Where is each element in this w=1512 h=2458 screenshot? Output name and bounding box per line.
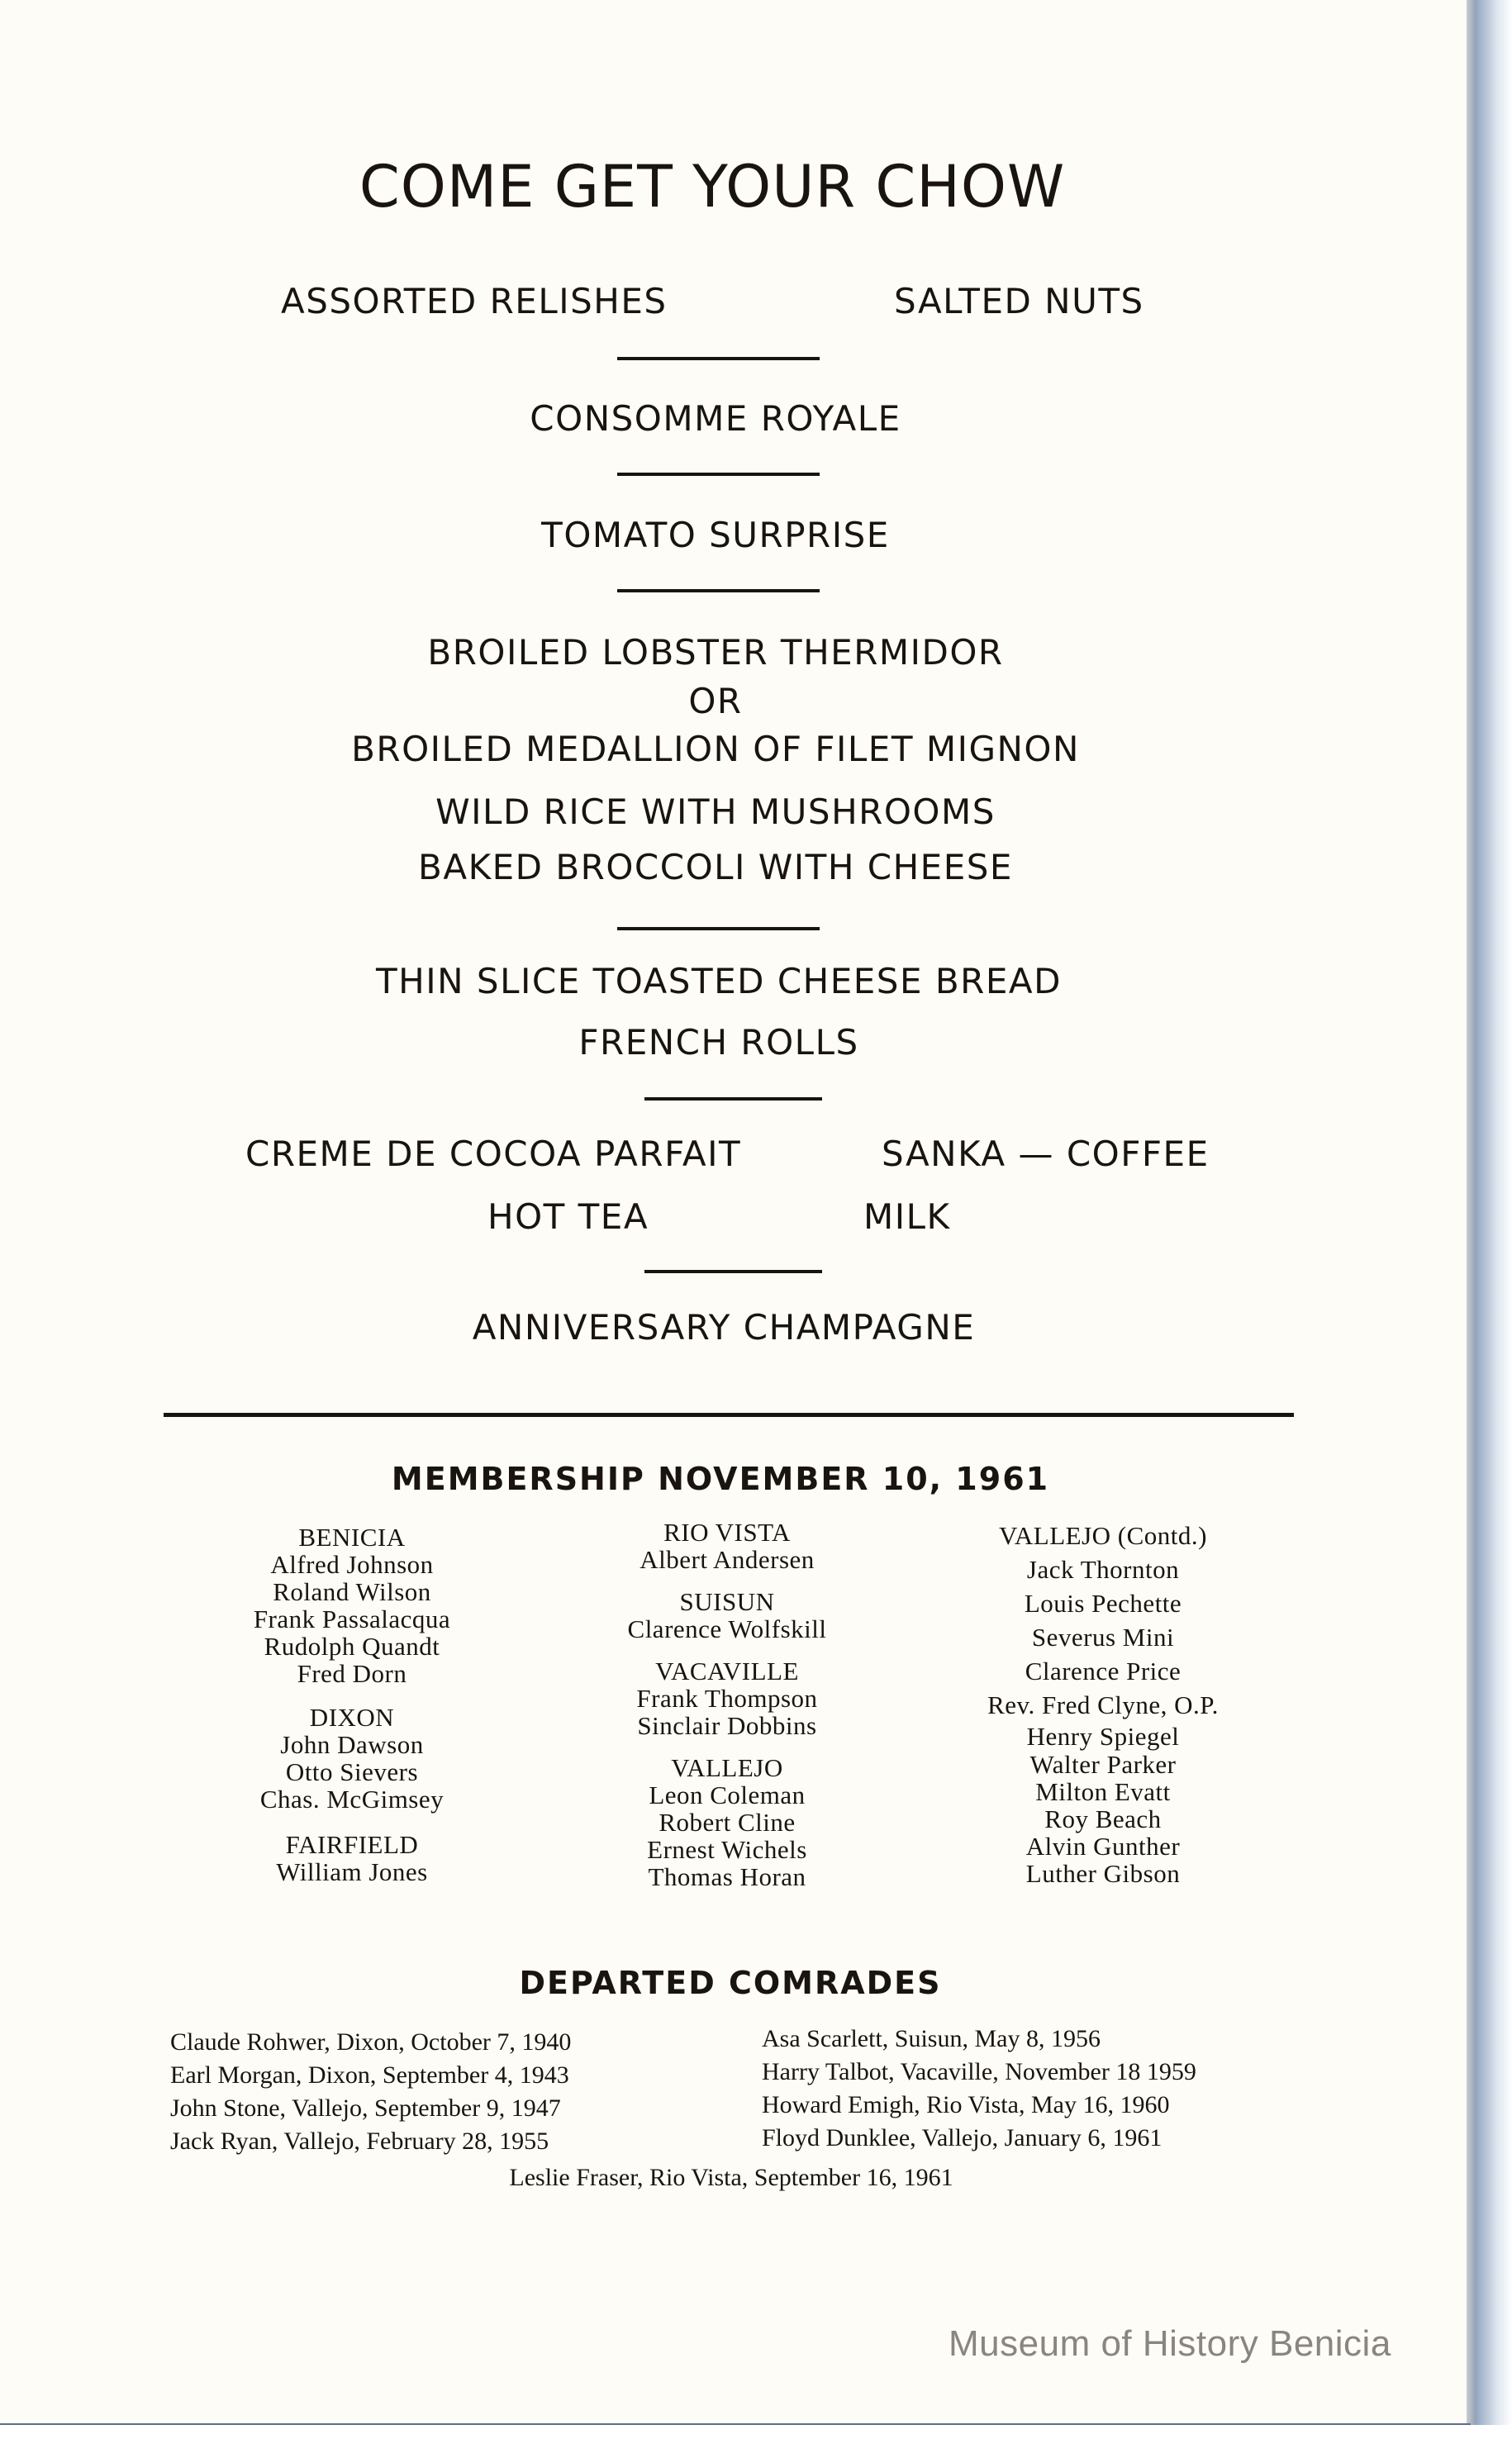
member-name: Clarence Price <box>1025 1657 1182 1685</box>
town-name: VALLEJO (Contd.) <box>999 1521 1207 1550</box>
member-name: Luther Gibson <box>1025 1859 1181 1888</box>
menu-item-entree-filet: BROILED MEDALLION OF FILET MIGNON <box>351 729 1080 769</box>
menu-item-rolls: FRENCH ROLLS <box>578 1022 859 1063</box>
menu-item-tea: HOT TEA <box>487 1196 649 1237</box>
member-name: Chas. McGimsey <box>259 1785 445 1814</box>
member-name: Severus Mini <box>1031 1623 1175 1652</box>
departed-entry: Earl Morgan, Dixon, September 4, 1943 <box>170 2061 569 2089</box>
member-name: Fred Dorn <box>297 1659 407 1688</box>
departed-entry: Harry Talbot, Vacaville, November 18 1959 <box>762 2058 1196 2085</box>
departed-entry: Claude Rohwer, Dixon, October 7, 1940 <box>170 2028 572 2056</box>
menu-item-side-rice: WILD RICE WITH MUSHROOMS <box>435 792 996 832</box>
menu-item-side-broccoli: BAKED BROCCOLI WITH CHEESE <box>418 847 1013 887</box>
member-name: Walter Parker <box>1029 1750 1177 1779</box>
menu-item-champagne: ANNIVERSARY CHAMPAGNE <box>472 1307 976 1348</box>
member-name: Jack Thornton <box>1026 1555 1180 1584</box>
departed-entry: Howard Emigh, Rio Vista, May 16, 1960 <box>762 2091 1170 2118</box>
town-name: VALLEJO <box>671 1753 783 1782</box>
member-name: Rudolph Quandt <box>264 1632 440 1661</box>
membership-column-1 <box>254 1524 450 1885</box>
course-divider <box>617 927 820 930</box>
menu-item-entree-lobster: BROILED LOBSTER THERMIDOR <box>427 632 1004 673</box>
member-name: Leon Coleman <box>649 1781 806 1809</box>
menu-item-dessert: CREME DE COCOA PARFAIT <box>245 1134 742 1174</box>
member-name: Robert Cline <box>659 1808 796 1837</box>
member-name: Roland Wilson <box>273 1577 431 1606</box>
member-name: Clarence Wolfskill <box>627 1614 827 1643</box>
bottom-margin <box>0 2425 1512 2458</box>
departed-entry: Floyd Dunklee, Vallejo, January 6, 1961 <box>762 2124 1163 2151</box>
member-name: Thomas Horan <box>648 1862 806 1891</box>
menu-item-relishes: ASSORTED RELISHES <box>281 281 668 321</box>
town-name: FAIRFIELD <box>285 1830 419 1859</box>
member-name: Rev. Fred Clyne, O.P. <box>987 1690 1219 1719</box>
membership-column-3 <box>987 1519 1219 1887</box>
menu-item-bread: THIN SLICE TOASTED CHEESE BREAD <box>376 961 1062 1001</box>
menu-title: COME GET YOUR CHOW <box>359 153 1066 221</box>
museum-watermark: Museum of History Benicia <box>949 2323 1391 2364</box>
member-name: Frank Passalacqua <box>253 1605 451 1633</box>
member-name: Milton Evatt <box>1035 1777 1171 1806</box>
menu-item-salad: TOMATO SURPRISE <box>541 515 890 555</box>
town-name: VACAVILLE <box>655 1657 799 1685</box>
membership-heading: MEMBERSHIP NOVEMBER 10, 1961 <box>391 1461 1050 1497</box>
course-divider <box>644 1097 822 1101</box>
member-name: Sinclair Dobbins <box>637 1711 817 1740</box>
course-divider <box>617 473 820 476</box>
member-name: Albert Andersen <box>640 1545 815 1574</box>
member-name: Ernest Wichels <box>647 1835 807 1864</box>
departed-entry: Leslie Fraser, Rio Vista, September 16, 1961 <box>509 2164 953 2191</box>
member-name: Otto Sievers <box>285 1757 419 1786</box>
course-divider <box>617 589 820 592</box>
town-name: SUISUN <box>679 1587 775 1616</box>
member-name: Alvin Gunther <box>1025 1832 1181 1861</box>
menu-item-milk: MILK <box>863 1196 951 1237</box>
membership-column-2 <box>628 1519 827 1890</box>
cover-edge <box>1475 0 1512 2458</box>
course-divider <box>644 1270 822 1273</box>
member-name: William Jones <box>276 1857 428 1886</box>
section-divider <box>164 1413 1294 1417</box>
departed-entry: Asa Scarlett, Suisun, May 8, 1956 <box>762 2025 1101 2052</box>
member-name: John Dawson <box>280 1730 424 1759</box>
town-name: RIO VISTA <box>663 1518 791 1547</box>
menu-item-soup: CONSOMME ROYALE <box>530 398 901 439</box>
departed-heading: DEPARTED COMRADES <box>519 1965 942 2001</box>
member-name: Alfred Johnson <box>270 1550 434 1579</box>
member-name: Louis Pechette <box>1024 1589 1182 1618</box>
departed-entry: Jack Ryan, Vallejo, February 28, 1955 <box>170 2128 549 2155</box>
departed-entry: John Stone, Vallejo, September 9, 1947 <box>170 2094 561 2122</box>
town-name: BENICIA <box>298 1523 406 1552</box>
member-name: Roy Beach <box>1044 1804 1162 1833</box>
page-edge-shadow <box>1467 0 1475 2458</box>
menu-item-entree-or: OR <box>688 681 743 721</box>
member-name: Henry Spiegel <box>1026 1722 1180 1751</box>
menu-item-nuts: SALTED NUTS <box>894 281 1144 321</box>
member-name: Frank Thompson <box>636 1684 818 1713</box>
menu-item-coffee: SANKA — COFFEE <box>882 1134 1210 1174</box>
town-name: DIXON <box>309 1703 395 1732</box>
course-divider <box>617 357 820 360</box>
